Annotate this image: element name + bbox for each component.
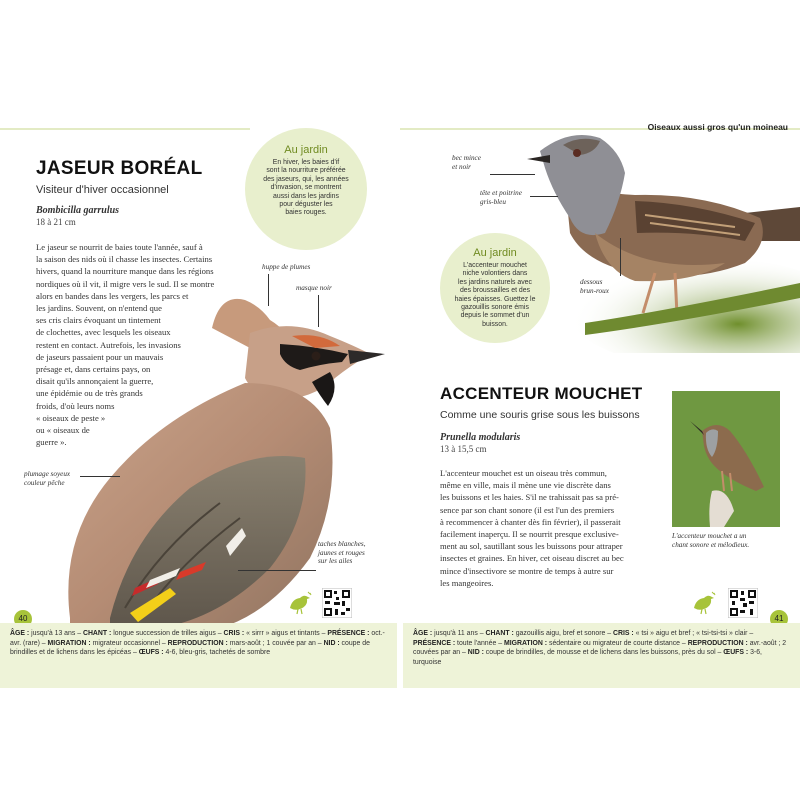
body-line: « oiseaux de peste » [36,412,106,423]
label-plumage-line-1: plumage soyeux [24,470,71,478]
bird-icon [690,590,716,616]
fact-key: MIGRATION : [503,639,548,647]
body-line: ou « oiseaux de [36,425,90,436]
body-line: de clochettes, avec lesquels les oiseaux [36,327,171,338]
label-head [480,189,522,206]
label-wing-spots [318,540,366,566]
size-range: 13 à 15,5 cm [440,444,487,454]
fact-value: avr.-août ; 2 couvées par an [413,639,787,657]
garden-tip-line: haies épaisses. Guettez le [454,295,536,303]
page-number-left: 40 [14,610,32,628]
garden-tip-line: baies rouges. [285,209,327,217]
fact-value: gazouillis aigu, bref et sonore [513,630,606,637]
body-line: disait qu'ils annonçaient la guerre, [36,376,154,387]
label-head-line-2: gris-bleu [480,197,506,206]
label-wing-spots-line-1: taches blanches, [318,540,366,548]
body-line: ment au sol, sautillant sous les buissons pour attraper [440,541,623,552]
fact-key: CRIS : [613,630,634,637]
fact-value: migrateur occasionnel [90,639,160,647]
fact-key: NID : [467,649,484,657]
garden-tip-title: Au jardin [473,247,517,259]
species-title: JASEUR BORÉAL [36,158,203,179]
fact-value: 4-6, bleu-gris, tachetés de sombre [163,649,271,657]
leader-crest [268,274,269,306]
label-crest: huppe de plumes [262,263,311,271]
fact-key: PRÉSENCE : [413,639,456,647]
body-line: facilement inaperçu. Il se nourrit presque exclusive- [440,529,619,540]
label-wing-spots-line-3: sur les ailes [318,557,353,566]
garden-tip-line: niche volontiers dans [462,270,528,278]
latin-name: Bombicilla garrulus [36,205,120,216]
label-belly-line-1: dessous [580,278,603,286]
fact-key: ÂGE : [413,630,433,637]
body-line: froids, d'où leurs noms [36,400,115,411]
book-spread [0,118,800,688]
body-line: mince d'insectivore se montre de temps à autre sur [440,565,614,576]
body-line: L'accenteur mouchet est un oiseau très commun, [440,468,607,478]
photo-caption [672,532,749,550]
label-plumage-line-2: couleur pêche [24,478,65,487]
leader-beak [490,174,535,175]
fact-value: « sirrr » aigus et tintants [244,630,320,637]
fact-key: ÂGE : [10,630,30,637]
label-belly-line-2: brun-roux [580,286,609,295]
body-line: à recommencer à chanter dès fin février), il passerait [440,516,621,527]
body-line: insectes et graines. En hiver, cet oiseau discret au bec [440,553,624,564]
latin-name: Prunella modularis [440,432,521,443]
label-plumage [24,470,70,487]
body-line: la saison des nids où il chasse les insectes. Certains [36,254,213,265]
species-description [440,467,670,589]
body-line: guerre ». [36,437,67,448]
top-rule-left [0,128,250,130]
fact-key: ŒUFS : [723,649,749,657]
garden-tip-title: Au jardin [284,144,328,156]
fact-key: ŒUFS : [138,649,164,657]
fact-value: oct.-avr. (rare) [10,630,385,647]
label-wing-spots-line-2: jaunes et rouges [318,548,365,557]
bird-icon [286,590,312,616]
body-line: alors en bandes dans les vergers, les parcs et [36,290,189,301]
fact-key: PRÉSENCE : [327,630,370,637]
qr-code-icon[interactable] [728,588,758,618]
label-belly [580,278,609,295]
running-head: Oiseaux aussi gros qu'un moineau [647,122,788,132]
leader-wing-spots [238,570,316,571]
photo-caption-line-2: chant sonore et mélodieux. [672,541,750,549]
garden-tip-line: d'invasion, se montrent [270,184,342,192]
garden-tip-line: des jaseurs, qui, les années [263,175,349,183]
fact-value: toute l'année [455,639,497,647]
label-mask: masque noir [296,284,332,292]
dunnock-photo [525,123,800,353]
garden-tip-line: gazouillis sonore émis [461,304,529,312]
leader-plumage [80,476,120,477]
body-line: même en ville, mais il mène une vie discrète dans [440,480,611,491]
fact-key: REPRODUCTION : [167,639,228,647]
waxwing-photo [30,288,390,628]
body-line: ses cris clairs évoquant un tintement [36,315,161,326]
garden-tip-line: pour déguster les [279,201,333,209]
species-subtitle: Visiteur d'hiver occasionnel [36,184,169,196]
fact-key: NID : [323,639,340,647]
garden-tip-bubble [245,128,367,250]
body-line: les buissons et les haies. S'il ne trahissait pas sa pré- [440,492,619,503]
dunnock-singing-photo [672,391,780,527]
garden-tip-line: L'accenteur mouchet [463,262,527,269]
fact-value: coupe de brindilles, de mousse et de lichens dans les buissons, près du sol [483,649,716,657]
photo-caption-line-1: L'accenteur mouchet a un [672,532,747,540]
garden-tip-line: des broussailles et des [459,287,531,295]
qr-code-icon[interactable] [322,588,352,618]
body-line: de jaseurs passaient pour un mauvais [36,351,164,362]
garden-tip-line: En hiver, les baies d'if [272,159,340,166]
garden-tip-line: depuis le sommet d'un [460,312,530,320]
garden-tip-line: aussi dans les jardins [273,192,339,200]
label-head-line-1: tête et poitrine [480,189,522,197]
fact-value: « tsi » aigu et bref ; « tsi-tsi-tsi » clair [633,630,748,637]
leader-mask [318,295,319,327]
label-beak [452,154,481,171]
garden-tip-line: buisson. [482,320,508,328]
garden-tip-line: sont la nourriture préférée [266,167,346,175]
leader-head [530,196,558,197]
facts-footer-right: ÂGE : jusqu'à 11 ans – CHANT : gazouillis aigu, bref et sonore – CRIS : « tsi » aigu et bref ; « tsi-tsi-tsi » clair – PRÉSENCE : toute l'année – MIGRATION : sédentaire ou migrateur de courte distance – REPRODUCTION : avr.-août ; 2 couvées par an – NID : coupe de brindilles, de mousse et de lichens dans les buissons, près du sol – ŒUFS : 3-6, turquoise [403,623,800,688]
label-beak-line-2: et noir [452,162,471,171]
fact-value: longue succession de trilles aigus [111,630,216,637]
body-line: une épidémie ou de très grands [36,388,143,399]
size-range: 18 à 21 cm [36,217,76,227]
fact-value: jusqu'à 13 ans [29,630,76,637]
garden-tip-bubble [440,233,550,343]
body-line: présage et, dans certains pays, on [36,364,151,375]
body-line: restent en contact. Autrefois, les invasions [36,339,181,350]
garden-tip-text [255,159,357,218]
body-line: les jardins. Souvent, on n'entend que [36,303,162,314]
fact-value: 3-6, turquoise [413,649,762,666]
body-line: les mangeoires. [440,577,494,588]
species-title: ACCENTEUR MOUCHET [440,384,643,403]
fact-key: CHANT : [485,630,514,637]
body-line: nordiques où il vit, il migre vers le sud. Il se montre [36,278,215,289]
label-beak-line-1: bec mince [452,154,481,162]
fact-value: sédentaire ou migrateur de courte distance [547,639,681,647]
facts-footer-left: ÂGE : jusqu'à 13 ans – CHANT : longue succession de trilles aigus – CRIS : « sirrr » aigus et tintants – PRÉSENCE : oct.-avr. (rare) – MIGRATION : migrateur occasionnel – REPRODUCTION : mars-août ; 1 couvée par an – NID : coupe de brindilles et de lichens dans les épicéas – ŒUFS : 4-6, bleu-gris, tachetés de sombre [0,623,397,688]
body-line: Le jaseur se nourrit de baies toute l'année, sauf à [36,242,203,252]
fact-key: MIGRATION : [47,639,91,647]
species-subtitle: Comme une souris grise sous les buissons [440,409,640,421]
page-number-right: 41 [770,610,788,628]
body-line: hivers, quand la nourriture manque dans les régions [36,266,214,277]
garden-tip-text [448,262,542,329]
fact-value: jusqu'à 11 ans [432,630,478,637]
fact-key: CHANT : [82,630,112,637]
fact-value: mars-août ; 1 couvée par an [227,639,316,647]
leader-belly [620,238,621,276]
fact-key: CRIS : [223,630,245,637]
body-line: sence par son chant sonore (il est l'un des premiers [440,504,615,515]
garden-tip-line: les jardins naturels avec [458,278,532,286]
fact-key: REPRODUCTION : [687,639,748,647]
fact-value: coupe de brindilles et de lichens dans les épicéas [10,639,370,657]
